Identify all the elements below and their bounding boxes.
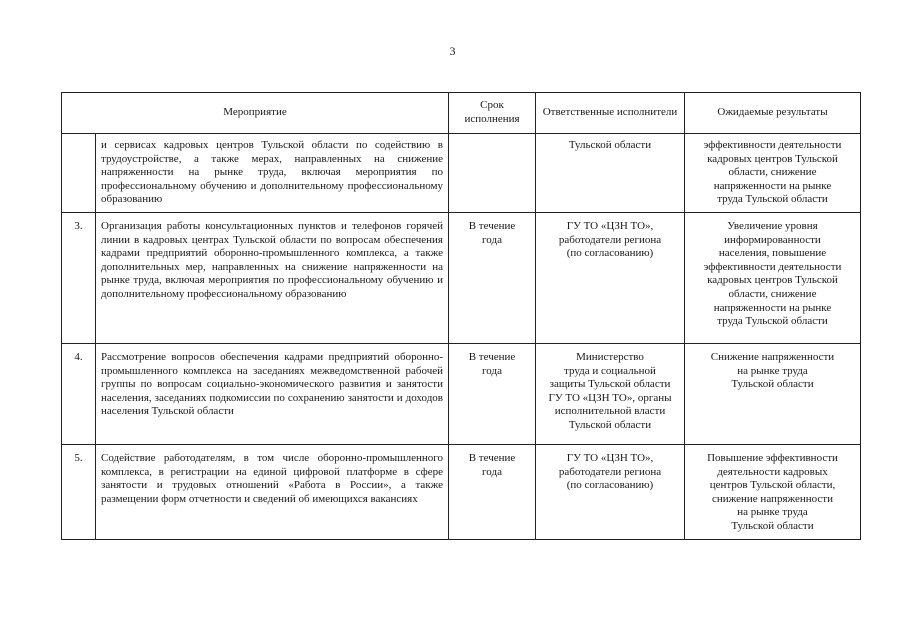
results-line: труда Тульской области [717,315,828,328]
row-deadline [449,344,536,445]
measures-table [61,92,861,540]
responsible-line: Тульской области [568,418,652,431]
deadline-line: В течение [468,351,516,363]
responsible-line: (по согласованию) [566,479,654,492]
results-line: напряженности на рынке [713,179,832,192]
results-line: Тульской области [731,519,814,532]
results-line: населения, повышение [718,247,827,260]
deadline-line: года [482,465,502,478]
results-line: информированности [724,233,821,246]
table-row [62,445,861,540]
table-row [62,344,861,445]
row-responsible [536,445,685,540]
results-line: напряженности на рынке [713,301,832,314]
results-line: на рынке труда [737,506,808,519]
table-row [62,213,861,344]
results-line: Тульской области [731,378,814,391]
results-line: эффективности деятельности [703,260,842,273]
results-line: труда Тульской области [717,193,828,206]
row-number [62,134,96,213]
row-deadline [449,134,536,213]
results-line: области, снижение [728,166,817,179]
row-responsible [536,134,685,213]
responsible-line: исполнительной власти [554,405,666,418]
results-line: центров Тульской области, [709,479,836,492]
responsible-line: ГУ ТО «ЦЗН ТО», [566,452,654,464]
row-responsible [536,344,685,445]
responsible-line: защиты Тульской области [549,378,671,391]
results-line: кадровых центров Тульской [707,274,838,287]
responsible-line: труда и социальной [564,364,656,377]
responsible-line: (по согласованию) [566,247,654,260]
row-results [685,134,861,213]
deadline-line: В течение [468,452,516,464]
responsible-line: Министерство [576,351,644,363]
page-number: 3 [449,44,456,58]
results-line: эффективности деятельности [703,139,842,151]
header-deadline: Срок исполнения [449,93,536,134]
header-activity: Мероприятие [62,93,449,134]
responsible-line: ГУ ТО «ЦЗН ТО», органы [548,391,672,404]
deadline-line: года [482,233,502,246]
results-line: Повышение эффективности [707,452,838,464]
results-line: снижение напряженности [712,492,833,505]
row-activity: Организация работы консультационных пунктов и телефонов горячей линии в кадровых центрах Тульской области по вопросам обеспечения кадрами предприятий оборонно-промышленного комплекса, а также дополнительных мер, направленных на снижение напряженности на рынке труда, включая мероприятия по профессиональному обучению и дополнительному профессиональному образованию [96,213,449,344]
results-line: на рынке труда [737,364,808,377]
row-activity: Содействие работодателям, в том числе оборонно-промышленного комплекса, в регистрации на единой цифровой платформе в сфере занятости и трудовых отношений «Работа в России», а также размещении форм отчетности и сведений об имеющихся вакансиях [96,445,449,540]
row-results [685,344,861,445]
row-responsible [536,213,685,344]
header-results: Ожидаемые результаты [685,93,861,134]
header-responsible: Ответственные исполнители [536,93,685,134]
results-line: Снижение напряженности [710,351,835,363]
row-activity: Рассмотрение вопросов обеспечения кадрами предприятий оборонно-промышленного комплекса на заседаниях межведомственной рабочей группы по вопросам социально-экономического развития и занятости населения, заседаниях подкомиссии по сохранению занятости и доходов населения Тульской области [96,344,449,445]
row-results [685,445,861,540]
row-number: 5. [62,445,96,540]
row-deadline [449,445,536,540]
responsible-line: работодатели региона [558,233,662,246]
table-header-row [62,93,861,134]
row-deadline [449,213,536,344]
responsible-line: работодатели региона [558,465,662,478]
row-activity: и сервисах кадровых центров Тульской области по содействию в трудоустройстве, а также мерах, направленных на снижение напряженности на рынке труда, включая мероприятия по профессиональному обучению и дополнительному профессиональному образованию [96,134,449,213]
results-line: области, снижение [728,287,817,300]
table-row [62,134,861,213]
deadline-line: года [482,364,502,377]
responsible-line: ГУ ТО «ЦЗН ТО», [566,220,654,232]
row-number: 4. [62,344,96,445]
responsible-line: Тульской области [568,139,652,151]
row-results [685,213,861,344]
results-line: Увеличение уровня [727,220,818,232]
results-line: кадровых центров Тульской [707,152,838,165]
deadline-line: В течение [468,220,516,232]
results-line: деятельности кадровых [717,465,828,478]
row-number: 3. [62,213,96,344]
